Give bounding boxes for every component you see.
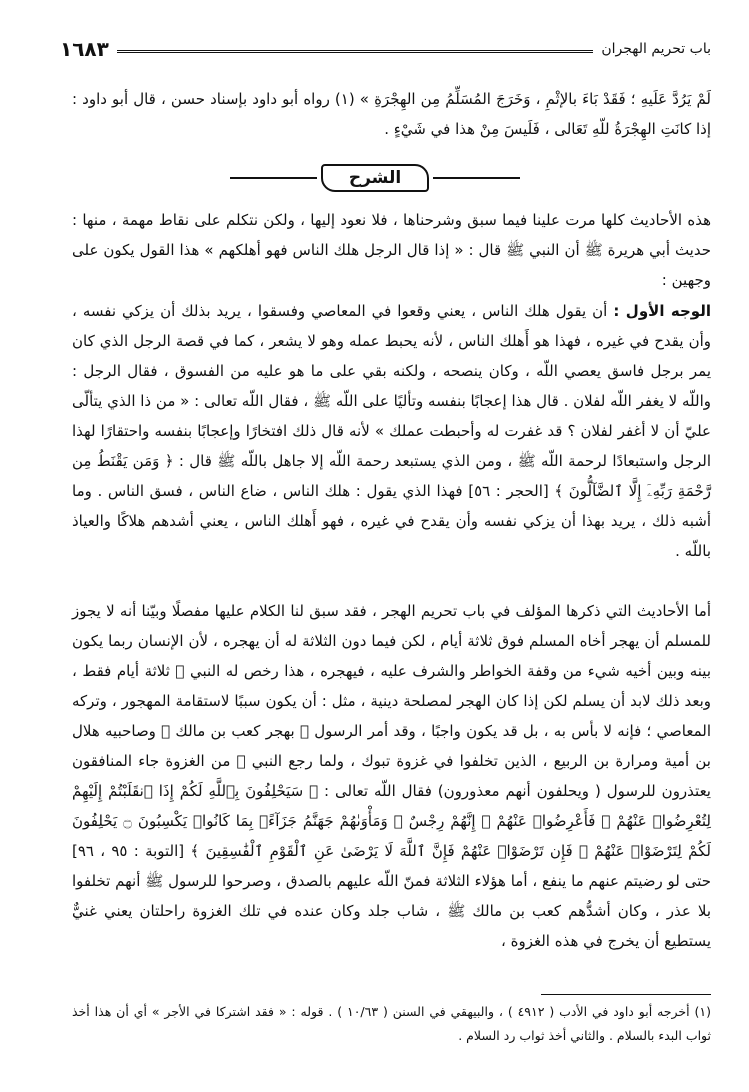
footnote: [72, 1000, 711, 1048]
paragraph-intro: [72, 205, 711, 295]
page-number: ١٦٨٣: [60, 37, 109, 61]
heading-rule-left: [230, 177, 317, 179]
sharh-heading: [230, 158, 520, 198]
hadith-text: لَمْ يَرُدَّ عَلَيهِ ؛ فَقَدْ بَاءَ بالإثْمِ ، وَخَرَجَ المُسَلِّمُ مِن الهِجْرَةِ » (١) رواه أبو داود بإسناد حسن ، قال أبو داود : إذا كانَتِ الهِجْرَةُ للّهِ تَعَالى ، فَلَيسَ مِنْ هذا في شَيْءٍ .: [72, 90, 711, 138]
sharh-title: الشرح: [321, 164, 429, 192]
footnote-rule: [541, 994, 711, 995]
footnote-text: (١) أخرجه أبو داود في الأدب ( ٤٩١٢ ) ، والبيهقي في السنن ( ١٠/٦٣ ) . قوله : « فقد اشتركا في الأجر » أي أن هذا أخذ ثواب البدء بالسلام . والثاني أخذ ثواب رد السلام .: [72, 1004, 711, 1043]
page-header: [60, 36, 711, 62]
paragraph-hajr: [72, 596, 711, 956]
chapter-title: باب تحريم الهجران: [601, 41, 711, 57]
paragraph-2: [72, 296, 711, 566]
paragraph-1: هذه الأحاديث كلها مرت علينا فيما سبق وشرحناها ، فلا نعود إليها ، ولكن نتكلم على نقاط مهمة ، منها : حديث أبي هريرة ﷺ أن النبي ﷺ قال : « إذا قال الرجل هلك الناس فهو أهلكهم » هذا القول يكون على وجهين :: [72, 211, 711, 289]
paragraph-2-body: أن يقول هلك الناس ، يعني وقعوا في المعاصي وفسقوا ، يريد بذلك أن يزكي نفسه ، وأن يقدح في غيره ، فهذا هو أَهلك الناس ، لأنه يحبط عمله وهو لا يشعر ، كما في قصة الرجل الذي كان يمر برجل فاسق يعصي اللّه ، وكان ينصحه ، ولكنه بقي على ما هو عليه من الفسوق ، فقال الرجل : واللّه لا يغفر اللّه لفلان . قال هذا إعجابًا بنفسه وتأليًا على اللّه ﷺ ، فقال اللّه تعالى : « من ذا الذي يتألّى عليّ أن لا أغفر لفلان ؟ قد غفرت له وأحبطت عملك » لأنه قال ذلك افتخارًا وإعجابًا بنفسه واحتقارًا لهذا الرجل واستبعادًا لرحمة اللّه ﷺ ، ومن الذي يستبعد رحمة اللّه إلا جاهل باللّه ﷺ قال : ﴿ وَمَن يَقْنَطُ مِن رَّحْمَةِ رَبِّهِۦٓ إِلَّا ٱلضَّآلُّونَ ﴾ [الحجر : ٥٦] فهذا الذي يقول : هلك الناس ، ضاع الناس ، فسق الناس . وما أشبه ذلك ، يريد بهذا أن يزكي نفسه وأن يقدح في غيره ، فهو أَهلك الناس ، يعني أشدهم هلاكًا والعياذ باللّه .: [72, 302, 711, 560]
paragraph-3: أما الأحاديث التي ذكرها المؤلف في باب تحريم الهجر ، فقد سبق لنا الكلام عليها مفصلًا وبيّنا أنه لا يجوز للمسلم أن يهجر أخاه المسلم فوق ثلاثة أيام ، لكن فيما دون الثلاثة له أن يهجره ، لأن الإنسان ربما يكون بينه وبين أخيه شيء من وقفة الخواطر والشرف عليه ، فيهجره ، هذا رخص له النبي ﷺ ثلاثة أيام فقط ، وبعد ذلك لابد أن يسلم لكن إذا كان الهجر لمصلحة دينية ، مثل : أن يكون سببًا لاستقامة المهجور ، وتركه المعاصي ؛ فإنه لا بأس به ، بل قد يكون واجبًا ، وقد أمر الرسول ﷺ بهجر كعب بن مالك ﷺ وصاحبيه هلال بن أمية ومرارة بن الربيع ، الذين تخلفوا في غزوة تبوك ، ولما رجع النبي ﷺ من الغزوة جاء المنافقون يعتذرون للرسول ( ويحلفون أنهم معذورون) فقال اللّه تعالى : ﴿ سَيَحْلِفُونَ بِٱللَّهِ لَكُمْ إِذَا ٱنقَلَبْتُمْ إِلَيْهِمْ لِتُعْرِضُوا۟ عَنْهُمْ ۖ فَأَعْرِضُوا۟ عَنْهُمْ ۖ إِنَّهُمْ رِجْسٌ ۖ وَمَأْوَىٰهُمْ جَهَنَّمُ جَزَآءًۢ بِمَا كَانُوا۟ يَكْسِبُونَ ۝ يَحْلِفُونَ لَكُمْ لِتَرْضَوْا۟ عَنْهُمْ ۖ فَإِن تَرْضَوْا۟ عَنْهُمْ فَإِنَّ ٱللَّهَ لَا يَرْضَىٰ عَنِ ٱلْقَوْمِ ٱلْفَٰسِقِينَ ﴾ [التوبة : ٩٥ ، ٩٦] حتى لو رضيتم عنهم ما ينفع ، أما هؤلاء الثلاثة فمنّ اللّه عليهم بالصدق ، وصرحوا للرسول ﷺ أنهم تخلفوا بلا عذر ، وكان أشدُّهم كعب بن مالك ﷺ ، شاب جلد وكان عنده في تلك الغزوة راحلتان يعني غنيٌّ يستطيع أن يخرج في هذه الغزوة ،: [72, 602, 711, 950]
paragraph-2-lead: الوجه الأول :: [613, 302, 711, 320]
paragraph-first-aspect: [72, 296, 711, 566]
header-rule: [117, 50, 594, 53]
hadith-block: [72, 84, 711, 144]
heading-rule-right: [433, 177, 520, 179]
